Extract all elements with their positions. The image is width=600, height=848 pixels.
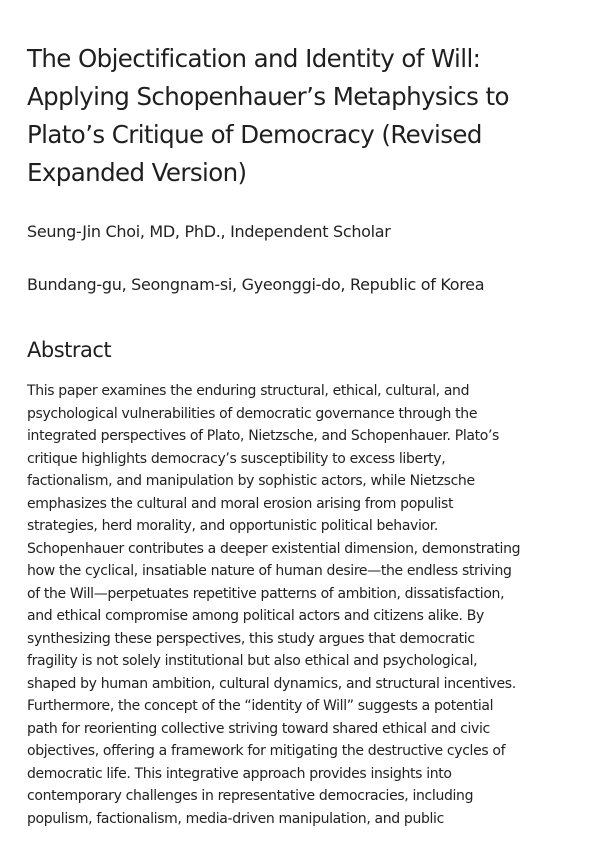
- abstract-line: democratic life. This integrative approach provides insights into: [27, 765, 452, 782]
- affiliation-line: Bundang-gu, Seongnam-si, Gyeonggi-do, Republic of Korea: [27, 275, 485, 294]
- title-line: Applying Schopenhauer’s Metaphysics to: [27, 82, 509, 111]
- abstract-line: objectives, offering a framework for mitigating the destructive cycles of: [27, 743, 506, 760]
- abstract-line: factionalism, and manipulation by sophistic actors, while Nietzsche: [27, 473, 475, 490]
- abstract-line: This paper examines the enduring structural, ethical, cultural, and: [27, 383, 470, 400]
- abstract-line: fragility is not solely institutional but also ethical and psychological,: [27, 653, 478, 670]
- title-line: Expanded Version): [27, 158, 247, 187]
- abstract-line: Schopenhauer contributes a deeper existential dimension, demonstrating: [27, 540, 521, 557]
- paper-page: [27, 40, 577, 830]
- abstract-line: strategies, herd morality, and opportunistic political behavior.: [27, 518, 438, 535]
- abstract-line: contemporary challenges in representative democracies, including: [27, 788, 474, 805]
- abstract-line: critique highlights democracy’s susceptibility to excess liberty,: [27, 450, 446, 467]
- author-line: Seung-Jin Choi, MD, PhD., Independent Scholar: [27, 222, 391, 241]
- abstract-body: [27, 380, 577, 830]
- abstract-line: and ethical compromise among political actors and citizens alike. By: [27, 608, 484, 625]
- title-line: Plato’s Critique of Democracy (Revised: [27, 120, 482, 149]
- abstract-line: integrated perspectives of Plato, Nietzsche, and Schopenhauer. Plato’s: [27, 428, 500, 445]
- abstract-line: of the Will—perpetuates repetitive patterns of ambition, dissatisfaction,: [27, 585, 505, 602]
- paper-title: [27, 40, 577, 192]
- abstract-heading: Abstract: [27, 338, 112, 362]
- abstract-line: synthesizing these perspectives, this study argues that democratic: [27, 630, 475, 647]
- abstract-line: how the cyclical, insatiable nature of human desire—the endless striving: [27, 563, 512, 580]
- abstract-line: psychological vulnerabilities of democratic governance through the: [27, 405, 478, 422]
- abstract-line: Furthermore, the concept of the “identity of Will” suggests a potential: [27, 698, 494, 715]
- abstract-line: shaped by human ambition, cultural dynamics, and structural incentives.: [27, 675, 516, 692]
- abstract-line: emphasizes the cultural and moral erosion arising from populist: [27, 495, 454, 512]
- title-line: The Objectification and Identity of Will:: [27, 44, 481, 73]
- abstract-line: path for reorienting collective striving toward shared ethical and civic: [27, 720, 490, 737]
- abstract-line: populism, factionalism, media-driven manipulation, and public: [27, 810, 444, 827]
